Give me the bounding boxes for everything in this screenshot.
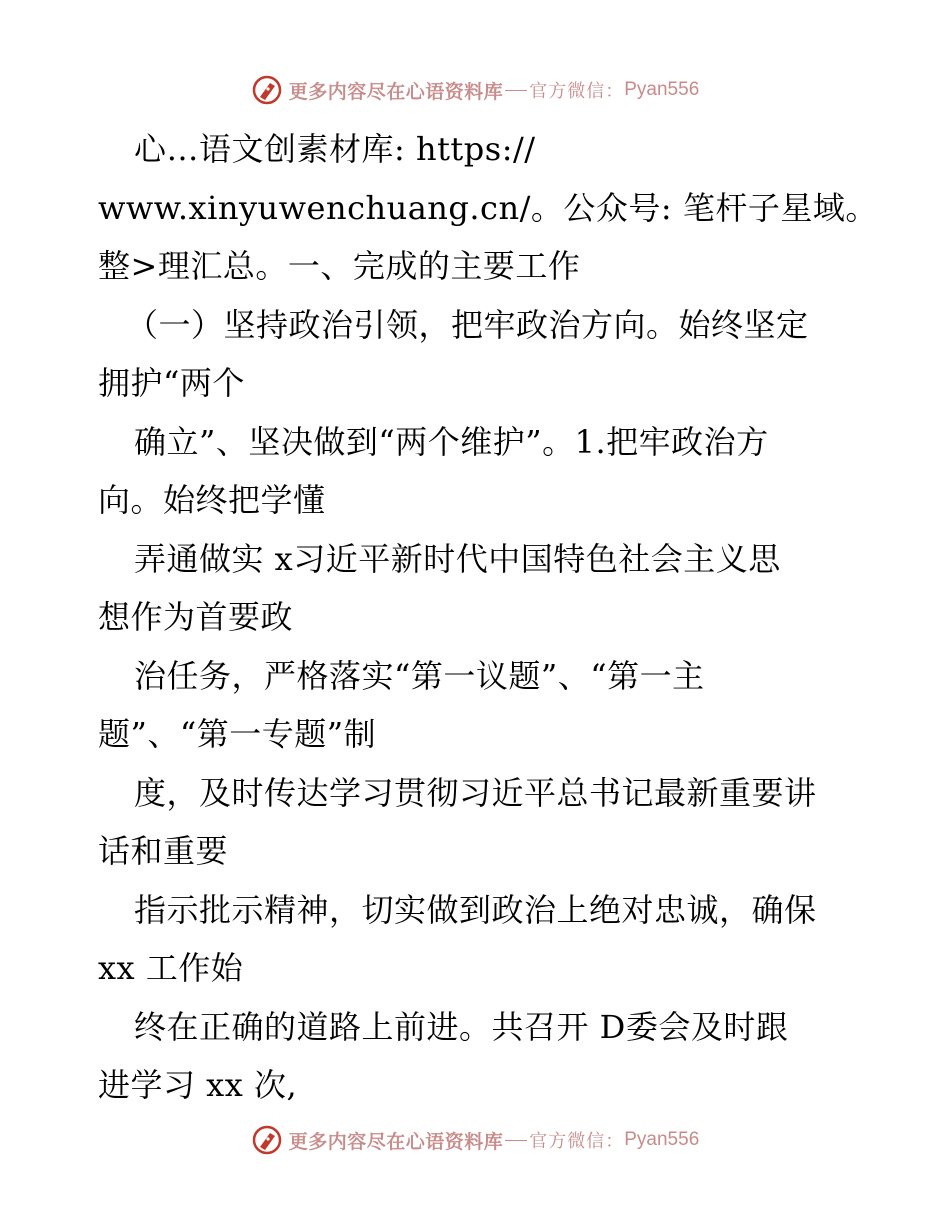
text-line: 进学习 xx 次,	[98, 1066, 298, 1104]
text-line: 话和重要	[98, 832, 229, 870]
text-line: 心…语文创素材库: https://	[134, 130, 536, 168]
text-line: 确立”、坚决做到“两个维护”。1.把牢政治方	[134, 422, 769, 461]
header-banner	[0, 72, 950, 108]
footer-banner	[0, 1122, 950, 1158]
banner-wechat-id: Pyan556	[624, 1129, 700, 1150]
pen-nib-logo-icon	[251, 1124, 283, 1156]
text-line: （一）坚持政治引领，把牢政治方向。始终坚定	[126, 305, 809, 344]
banner-brand-text: 更多内容尽在心语资料库	[288, 80, 504, 103]
text-line: 弄通做实 x习近平新时代中国特色社会主义思	[134, 539, 781, 578]
text-line: 终在正确的道路上前进。共召开 D委会及时跟	[134, 1007, 789, 1046]
text-line: 拥护“两个	[98, 364, 245, 402]
text-line: 题”、“第一专题”制	[98, 715, 377, 753]
text-line: 治任务，严格落实“第一议题”、“第一主	[134, 656, 705, 695]
text-line: xx 工作始	[98, 949, 244, 987]
banner-official-label: 官方微信：	[529, 1131, 625, 1152]
banner-brand-text: 更多内容尽在心语资料库	[288, 1130, 504, 1153]
text-line: www.xinyuwenchuang.cn/。公众号: 笔杆子星域。	[98, 188, 878, 227]
banner-dash	[505, 90, 527, 91]
text-line: 向。始终把学懂	[98, 481, 326, 519]
text-line: 想作为首要政	[98, 598, 294, 636]
banner-official-label: 官方微信：	[529, 81, 625, 102]
text-line: 度，及时传达学习贯彻习近平总书记最新重要讲	[134, 773, 817, 812]
text-line: 整>理汇总。一、完成的主要工作	[98, 247, 581, 285]
pen-nib-logo-icon	[251, 74, 283, 106]
text-line: 指示批示精神，切实做到政治上绝对忠诚，确保	[134, 890, 817, 929]
banner-dash	[505, 1140, 527, 1141]
banner-wechat-id: Pyan556	[624, 79, 700, 100]
document-body	[98, 120, 878, 1115]
